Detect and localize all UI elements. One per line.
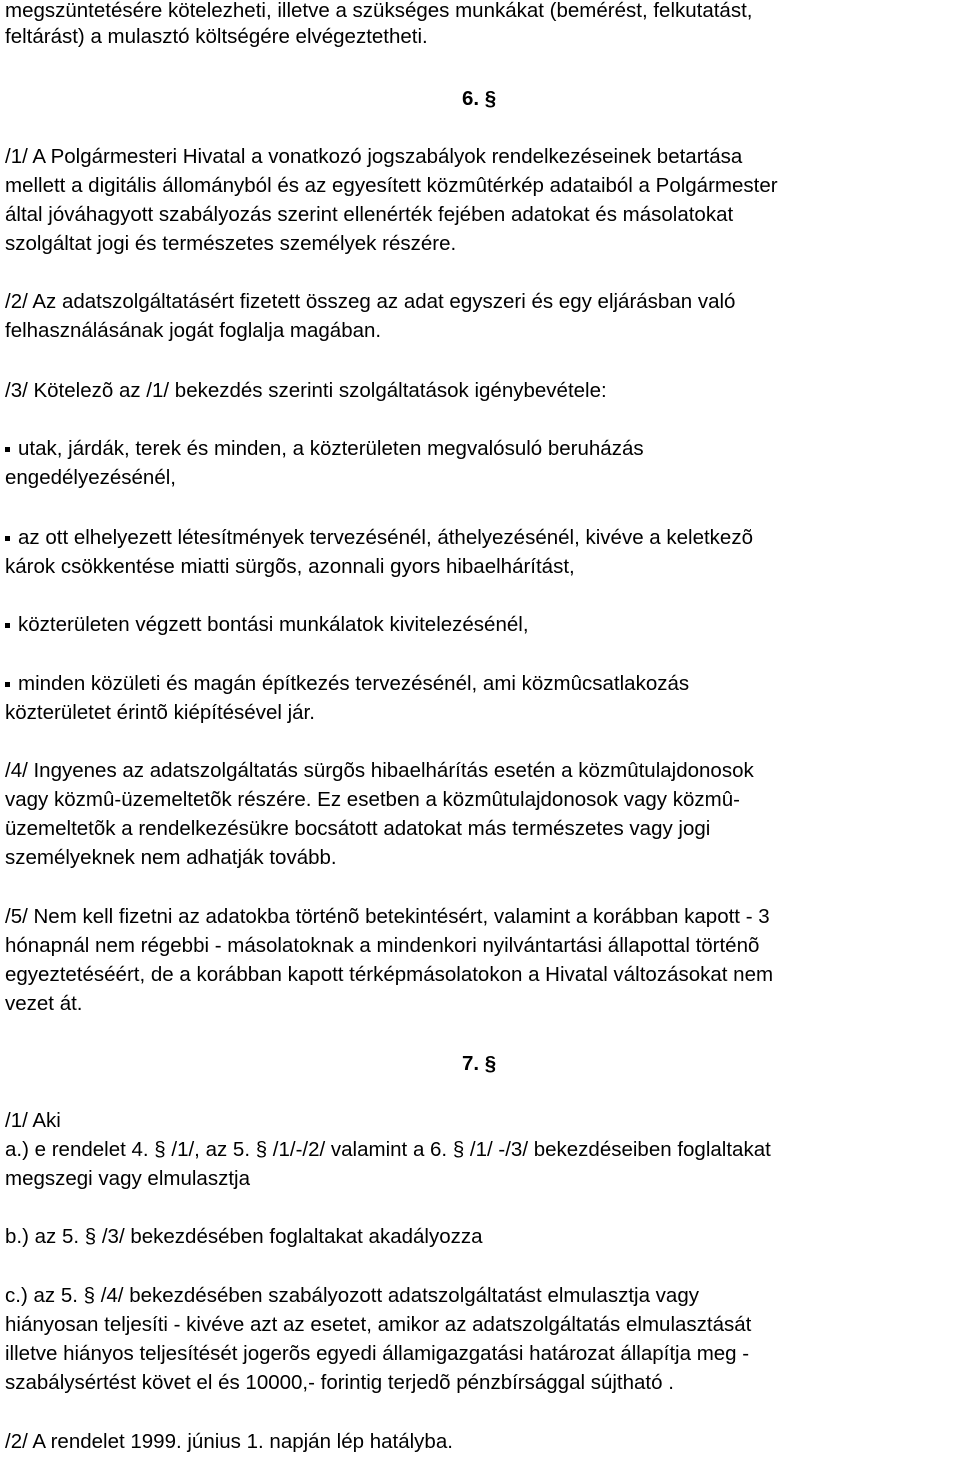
paragraph-line: mellett a digitális állományból és az egyesített közmûtérkép adataiból a Polgármester (5, 174, 778, 197)
paragraph-line: által jóváhagyott szabályozás szerint ellenérték fejében adatokat és másolatokat (5, 203, 734, 226)
bullet-continuation: károk csökkentése miatti sürgõs, azonnali gyors hibaelhárítást, (5, 555, 575, 578)
paragraph-line: /3/ Kötelezõ az /1/ bekezdés szerinti szolgáltatások igénybevétele: (5, 379, 607, 402)
paragraph-line: egyeztetéséért, de a korábban kapott térképmásolatokon a Hivatal változásokat nem (5, 963, 774, 986)
intro-line: megszüntetésére kötelezheti, illetve a szükséges munkákat (bemérést, felkutatást, (5, 0, 753, 22)
bullet-item (5, 672, 689, 696)
paragraph-line: /2/ A rendelet 1999. június 1. napján lép hatályba. (5, 1430, 453, 1453)
paragraph-line: illetve hiányos teljesítését jogerõs egyedi államigazgatási határozat állapítja meg - (5, 1342, 750, 1365)
bullet-text: közterületen végzett bontási munkálatok kivitelezésénél, (18, 613, 529, 636)
intro-line: feltárást) a mulasztó költségére elvégeztetheti. (5, 25, 428, 48)
paragraph-line: /1/ A Polgármesteri Hivatal a vonatkozó jogszabályok rendelkezéseinek betartása (5, 145, 743, 168)
paragraph-line: szabálysértést követ el és 10000,- forintig terjedõ pénzbírsággal sújtható . (5, 1371, 674, 1394)
paragraph-line: /2/ Az adatszolgáltatásért fizetett összeg az adat egyszeri és egy eljárásban való (5, 290, 736, 313)
section-heading-6: 6. § (462, 87, 497, 110)
paragraph-line: hónapnál nem régebbi - másolatoknak a mindenkori nyilvántartási állapottal történõ (5, 934, 760, 957)
paragraph-line: személyeknek nem adhatják tovább. (5, 846, 337, 869)
paragraph-line: felhasználásának jogát foglalja magában. (5, 319, 382, 342)
bullet-text: az ott elhelyezett létesítmények tervezésénél, áthelyezésénél, kivéve a keletkezõ (18, 526, 753, 549)
paragraph-line: üzemeltetõk a rendelkezésükre bocsátott adatokat más természetes vagy jogi (5, 817, 711, 840)
bullet-icon (5, 536, 10, 541)
paragraph-line: /1/ Aki (5, 1109, 61, 1132)
bullet-continuation: engedélyezésénél, (5, 466, 176, 489)
paragraph-line: b.) az 5. § /3/ bekezdésében foglaltakat akadályozza (5, 1225, 483, 1248)
paragraph-line: szolgáltat jogi és természetes személyek részére. (5, 232, 457, 255)
bullet-text: minden közületi és magán építkezés tervezésénél, ami közmûcsatlakozás (18, 672, 690, 695)
paragraph-line: /5/ Nem kell fizetni az adatokba történõ betekintésért, valamint a korábban kapott - 3 (5, 905, 770, 928)
bullet-icon (5, 682, 10, 687)
paragraph-line: c.) az 5. § /4/ bekezdésében szabályozott adatszolgáltatást elmulasztja vagy (5, 1284, 699, 1307)
bullet-icon (5, 447, 10, 452)
paragraph-line: megszegi vagy elmulasztja (5, 1167, 250, 1190)
bullet-text: utak, járdák, terek és minden, a közterületen megvalósuló beruházás (18, 437, 644, 460)
paragraph-line: vagy közmû-üzemeltetõk részére. Ez esetben a közmûtulajdonosok vagy közmû- (5, 788, 740, 811)
paragraph-line: a.) e rendelet 4. § /1/, az 5. § /1/-/2/ valamint a 6. § /1/ -/3/ bekezdéseiben foglaltakat (5, 1138, 771, 1161)
bullet-item (5, 526, 753, 550)
paragraph-line: hiányosan teljesíti - kivéve azt az esetet, amikor az adatszolgáltatás elmulasztását (5, 1313, 752, 1336)
paragraph-line: vezet át. (5, 992, 83, 1015)
paragraph-line: /4/ Ingyenes az adatszolgáltatás sürgõs hibaelhárítás esetén a közmûtulajdonosok (5, 759, 754, 782)
bullet-item (5, 437, 644, 461)
bullet-item (5, 613, 529, 637)
bullet-continuation: közterületet érintõ kiépítésével jár. (5, 701, 315, 724)
bullet-icon (5, 623, 10, 628)
section-heading-7: 7. § (462, 1052, 497, 1075)
